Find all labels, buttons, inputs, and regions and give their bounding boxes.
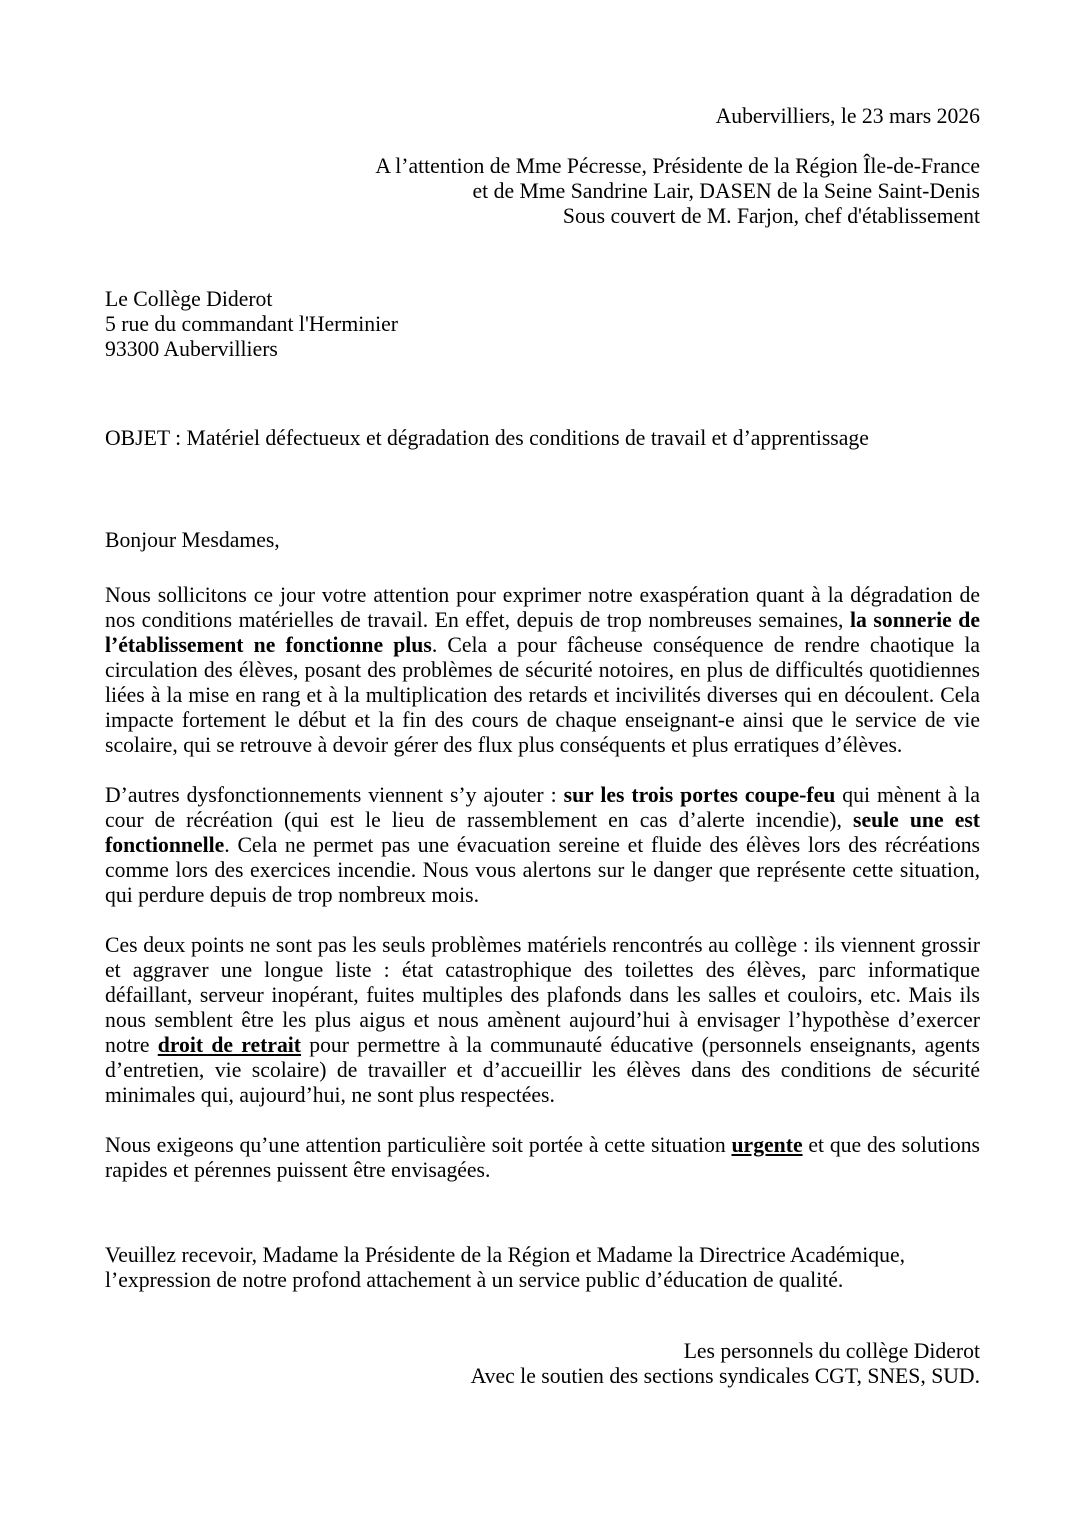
subject-line: OBJET : Matériel défectueux et dégradation des conditions de travail et d’apprentissage bbox=[105, 426, 869, 450]
body-paragraph-1: Nous sollicitons ce jour votre attention pour exprimer notre exaspération quant à la dégradation de nos conditions matérielles de travail. En effet, depuis de trop nombreuses semaines, la sonnerie de l’établissement ne fonctionne plus. Cela a pour fâcheuse conséquence de rendre chaotique la circulation des élèves, posant des problèmes de sécurité notoires, en plus de difficultés quotidiennes liées à la mise en rang et à la multiplication des retards et incivilités diverses qui en découlent. Cela impacte fortement le début et la fin des cours de chaque enseignant-e ainsi que le service de vie scolaire, qui se retrouve à devoir gérer des flux plus conséquents et plus erratiques d’élèves. bbox=[105, 583, 981, 757]
signature-line-2: Avec le soutien des sections syndicales CGT, SNES, SUD. bbox=[470, 1364, 980, 1388]
recipient-block bbox=[105, 154, 980, 229]
sender-name: Le Collège Diderot bbox=[105, 287, 273, 311]
sender-block bbox=[105, 287, 980, 362]
signature-line-1: Les personnels du collège Diderot bbox=[683, 1339, 980, 1363]
recipient-line-1: A l’attention de Mme Pécresse, Présidente de la Région Île-de-France bbox=[375, 154, 980, 178]
recipient-line-2: et de Mme Sandrine Lair, DASEN de la Seine Saint-Denis bbox=[472, 179, 980, 203]
body-paragraph-3: Ces deux points ne sont pas les seuls problèmes matériels rencontrés au collège : ils viennent grossir et aggraver une longue liste : état catastrophique des toilettes des élèves, parc informatique défaillant, serveur inopérant, fuites multiples des plafonds dans les salles et couloirs, etc. Mais ils nous semblent être les plus aigus et nous amènent aujourd’hui à envisager l’hypothèse d’exercer notre droit de retrait pour permettre à la communauté éducative (personnels enseignants, agents d’entretien, vie scolaire) de travailler et d’accueillir les élèves dans des conditions de sécurité minimales qui, aujourd’hui, ne sont plus respectées. bbox=[105, 933, 980, 1107]
signature-block bbox=[105, 1339, 980, 1389]
sender-address-street: 5 rue du commandant l'Herminier bbox=[105, 312, 398, 336]
salutation: Bonjour Mesdames, bbox=[105, 528, 280, 552]
date-line: Aubervilliers, le 23 mars 2026 bbox=[715, 104, 980, 128]
closing-paragraph: Veuillez recevoir, Madame la Présidente de la Région et Madame la Directrice Académique, l’expression de notre profond attachement à un service public d’éducation de qualité. bbox=[105, 1243, 906, 1292]
recipient-line-3: Sous couvert de M. Farjon, chef d'établissement bbox=[562, 204, 980, 228]
sender-address-city: 93300 Aubervilliers bbox=[105, 337, 278, 361]
body-paragraph-4: Nous exigeons qu’une attention particulière soit portée à cette situation urgente et que des solutions rapides et pérennes puissent être envisagées. bbox=[105, 1133, 980, 1182]
body-paragraph-2: D’autres dysfonctionnements viennent s’y ajouter : sur les trois portes coupe-feu qui mènent à la cour de récréation (qui est le lieu de rassemblement en cas d’alerte incendie), seule une est fonctionnelle. Cela ne permet pas une évacuation sereine et fluide des élèves lors des récréations comme lors des exercices incendie. Nous vous alertons sur le danger que représente cette situation, qui perdure depuis de trop nombreux mois. bbox=[105, 783, 981, 907]
